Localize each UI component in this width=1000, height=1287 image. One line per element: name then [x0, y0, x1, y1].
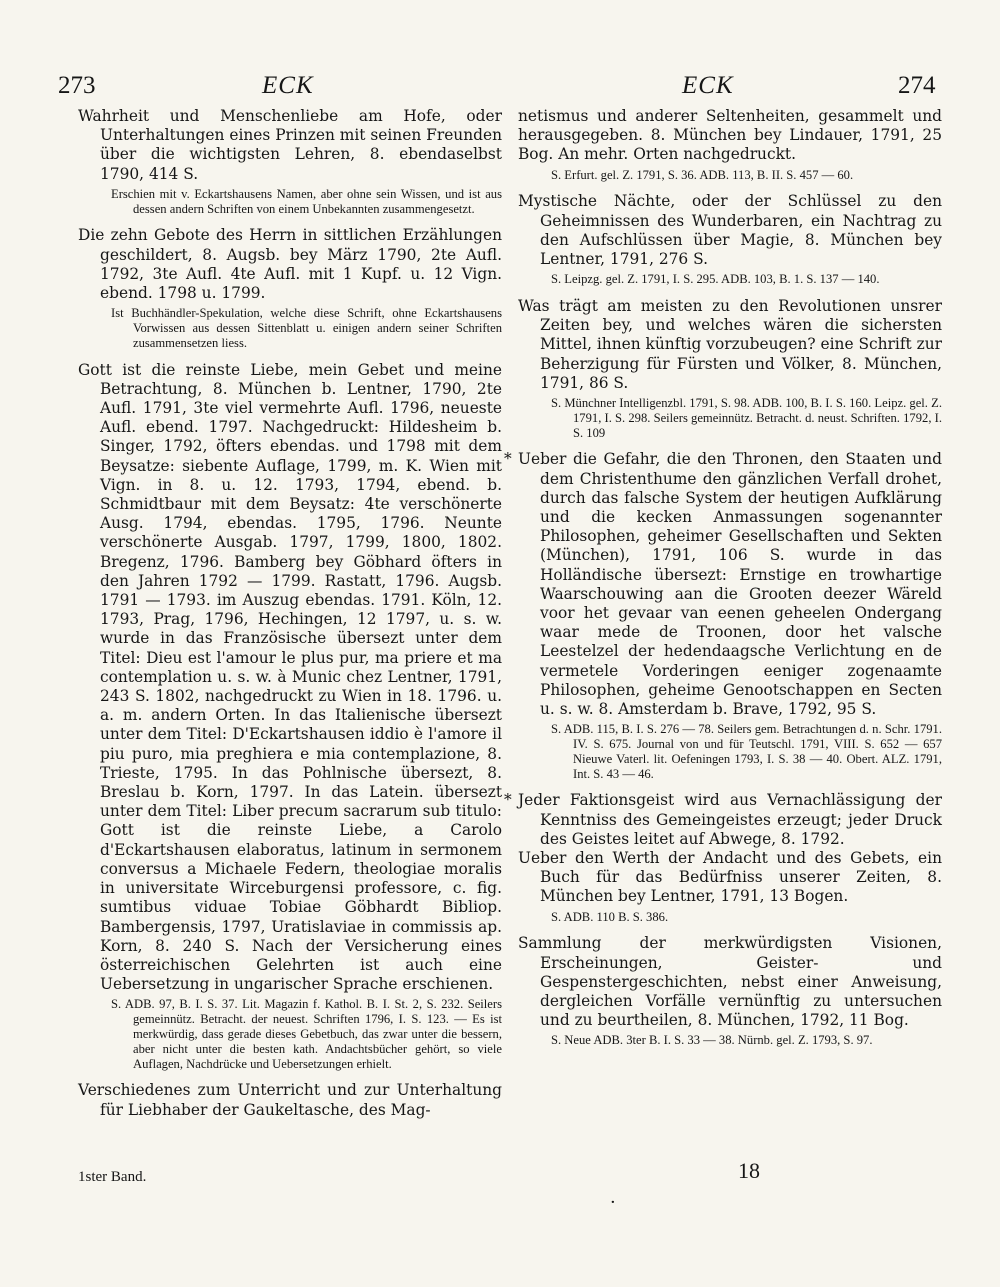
bibliography-entry: [518, 297, 942, 393]
reference-note: [551, 1033, 942, 1048]
entry-text: Jeder Faktionsgeist wird aus Vernachlässigung der Kenntniss des Gemeingeistes erzeugt; jeder Druck des Geistes leitet auf Abwege, 8. 1792.: [518, 791, 942, 848]
note-text: S. Neue ADB. 3ter B. I. S. 33 — 38. Nürnb. gel. Z. 1793, S. 97.: [551, 1033, 873, 1048]
note-text: S. Münchner Intelligenzbl. 1791, S. 98. ADB. 100, B. I. S. 160. Leipz. gel. Z. 1791, I. S. 298. Seilers gemeinnütz. Betracht. d. neust. Schriften. 1792, I. S. 109: [551, 396, 942, 440]
bibliography-entry: [78, 226, 502, 303]
volume-label: 1ster Band.: [78, 1169, 147, 1185]
bibliography-entry: [518, 934, 942, 1030]
right-page-number: 274: [898, 72, 936, 99]
bibliography-entry: [518, 107, 942, 165]
entry-text: Was trägt am meisten zu den Revolutionen unsrer Zeiten bey, und welches wären die sichersten Mittel, ihnen künftig vorzubeugen? eine Schrift zur Beherzigung für Fürsten und Völker, 8. München, 1791, 86 S.: [518, 297, 942, 392]
reference-note: [551, 722, 942, 781]
reference-note: [111, 187, 502, 217]
entry-text: Wahrheit und Menschenliebe am Hofe, oder Unterhaltungen eines Prinzen mit seinen Freunden über die wichtigsten Lehren, 8. ebendaselbst 1790, 414 S.: [78, 107, 502, 183]
entry-text: Ueber den Werth der Andacht und des Gebets, ein Buch für das Bedürfniss unserer Zeiten, 8. München bey Lentner, 1791, 13 Bogen.: [518, 849, 942, 906]
left-running-title: ECK: [262, 72, 314, 99]
reference-note: [111, 306, 502, 350]
running-header: [0, 66, 1000, 106]
bibliography-entry: [78, 1081, 502, 1119]
reference-note: [551, 396, 942, 440]
left-page-number: 273: [58, 72, 96, 99]
note-text: S. Erfurt. gel. Z. 1791, S. 36. ADB. 113, B. II. S. 457 — 60.: [551, 167, 854, 182]
entry-text: Verschiedenes zum Unterricht und zur Unterhaltung für Liebhaber der Gaukeltasche, des Mag-: [78, 1081, 502, 1119]
note-text: Erschien mit v. Eckartshausens Namen, aber ohne sein Wissen, und ist aus dessen andern Schriften von einem Unbekannten zusammengesetzt.: [111, 186, 502, 216]
bibliography-entry: [504, 450, 942, 719]
entry-text: Gott ist die reinste Liebe, mein Gebet und meine Betrachtung, 8. München b. Lentner, 1790, 2te Aufl. 1791, 3te viel vermehrte Aufl. 1796, neueste Aufl. ebend. 1797. Nachgedruckt: Hildesheim b. Singer, 1792, öfters ebendas. und 1798 mit dem Beysatze: siebente Auflage, 1799, m. K. Wien mit Vign. in 8. u. 12. 1793, 1794, ebend. b. Schmidtbaur mit dem Beysatz: 4te verschönerte Ausg. 1794, ebendas. 1795, 1796. Neunte verschönerte Ausgab. 1797, 1799, 1800, 1802. Bregenz, 1796. Bamberg bey Göbhard öfters in den Jahren 1792 — 1799. Rastatt, 1796. Augsb. 1791 — 1793. im Auszug ebendas. 1791. Köln, 12. 1793, Prag, 1796, Hechingen, 12 1797, u. s. w. wurde in das Französische übersezt unter dem Titel: Dieu est l'amour le plus pur, ma priere et ma contemplation u. s. w. à Munic chez Lentner, 1791, 243 S. 1802, nachgedruckt zu Wien in 18. 1796. u. a. m. andern Orten. In das Italienische übersezt unter dem Titel: D'Eckartshausen iddio è l'amore il piu puro, mia preghiera e mia contemplazione, 8. Trieste, 1795. In das Pohlnische übersezt, 8. Breslau b. Korn, 1797. In das Latein. übersezt unter dem Titel: Liber precum sacrarum sub titulo: Gott ist die reinste Liebe, a Carolo d'Eckartshausen elaboratus, latinum in sermonem conversus a Michaele Federn, theologiae moralis in universitate Wirceburgensi professore, c. fig. sumtibus viduae Tobiae Göbhardt Bibliop. Bambergensis, 1797, Uratislaviae in commissis ap. Korn, 8. 240 S. Nach der Versicherung eines österreichischen Gelehrten ist auch eine Uebersetzung in ungarischer Sprache erschienen.: [78, 360, 502, 994]
entry-text: netismus und anderer Seltenheiten, gesammelt und herausgegeben. 8. München bey Lindauer, 1791, 25 Bog. An mehr. Orten nachgedruckt.: [518, 107, 942, 164]
note-text: S. ADB. 97, B. I. S. 37. Lit. Magazin f. Kathol. B. I. St. 2, S. 232. Seilers gemeinnütz. Betracht. der neuest. Schriften 1796, I. S. 123. — Es ist merkwürdig, dass gerade dieses Gebetbuch, das zwar unter die bessern, aber nicht unter die besten kath. Andachtsbücher gehört, so viele Auflagen, Nachdrücke und Uebersetzungen erhielt.: [111, 997, 502, 1071]
asterisk-marker: *: [504, 791, 512, 810]
bibliography-entry: [518, 849, 942, 907]
note-text: S. Leipzg. gel. Z. 1791, I. S. 295. ADB. 103, B. 1. S. 137 — 140.: [551, 272, 880, 287]
entry-text: Ueber die Gefahr, die den Thronen, den Staaten und dem Christenthume den gänzlichen Verfall drohet, durch das falsche System der heutigen Aufklärung und die kecken Anmassungen sogenannter Philosophen, geheimer Gesellschaften und Sekten (München), 1791, 106 S. wurde in das Holländische übersezt: Ernstige en trowhartige Waarschouwing aan die Grooten deezer Wäreld voor het gevaar van eenen geheelen Ondergang waar mede de Troonen, door het valsche Leestelzel der hedendaagsche Verlichtung en de vermetele Vorderingen eeniger zogenaamte Philosophen, geheime Genootschappen en Secten u. s. w. 8. Amsterdam b. Brave, 1792, 95 S.: [518, 450, 942, 719]
bibliography-entry: [78, 361, 502, 995]
print-speck: ·: [610, 1192, 616, 1213]
reference-note: [551, 272, 942, 287]
bibliography-entry: [504, 791, 942, 849]
note-text: S. ADB. 110 B. S. 386.: [551, 909, 669, 924]
reference-note: [111, 997, 502, 1071]
note-text: Ist Buchhändler-Spekulation, welche diese Schrift, ohne Eckartshausens Vorwissen aus dessen Sittenblatt u. einigen andern seiner Schriften zusammensetzen liess.: [111, 306, 502, 350]
reference-note: [551, 168, 942, 183]
left-column: [78, 107, 502, 1120]
bibliography-entry: [78, 107, 502, 184]
note-text: S. ADB. 115, B. I. S. 276 — 78. Seilers gem. Betrachtungen d. n. Schr. 1791. IV. S. 675. Journal von und für Teutschl. 1791, VIII. S. 652 — 657 Nieuwe Vaterl. lit. Oefeningen 1793, I. S. 38 — 40. Obert. ALZ. 1791, Int. S. 43 — 46.: [551, 722, 942, 781]
reference-note: [551, 910, 942, 925]
entry-text: Die zehn Gebote des Herrn in sittlichen Erzählungen geschildert, 8. Augsb. bey März 1790, 2te Aufl. 1792, 3te Aufl. 4te Aufl. mit 1 Kupf. u. 12 Vign. ebend. 1798 u. 1799.: [78, 226, 502, 303]
bibliography-entry: [518, 192, 942, 269]
entry-text: Sammlung der merkwürdigsten Visionen, Erscheinungen, Geister- und Gespenstergeschichten, nebst einer Anweisung, dergleichen Vorfälle vernünftig zu untersuchen und zu beurtheilen, 8. München, 1792, 11 Bog.: [518, 934, 942, 1030]
asterisk-marker: *: [504, 450, 512, 469]
right-running-title: ECK: [682, 72, 734, 99]
signature-mark: 18: [738, 1158, 760, 1183]
right-column: [504, 107, 942, 1058]
entry-text: Mystische Nächte, oder der Schlüssel zu den Geheimnissen des Wunderbaren, ein Nachtrag zu den Aufschlüssen über Magie, 8. München bey Lentner, 1791, 276 S.: [518, 192, 942, 269]
